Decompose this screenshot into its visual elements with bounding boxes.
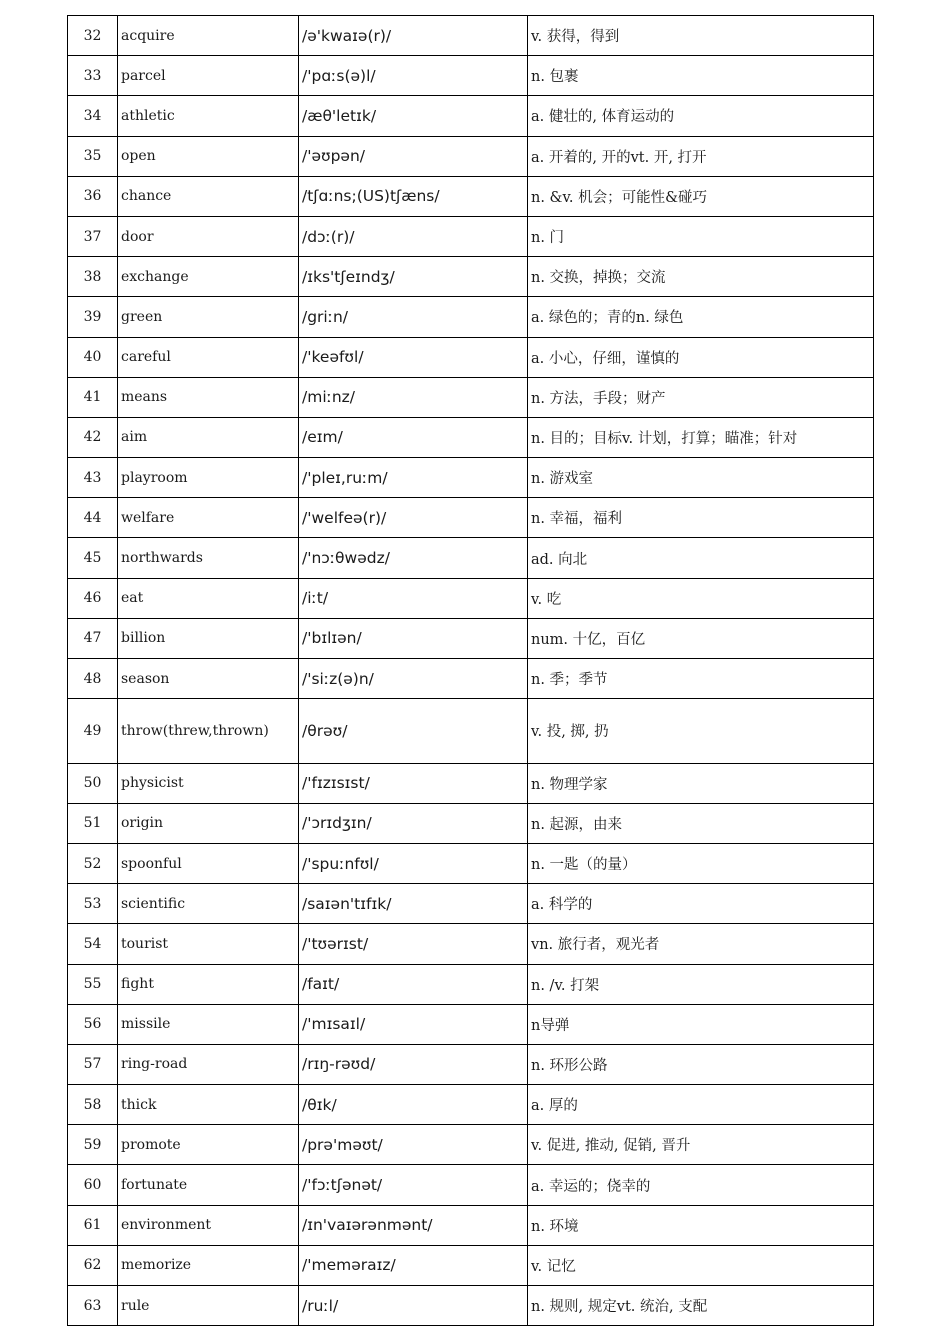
word-cell: acquire	[118, 16, 299, 56]
word-number: 55	[68, 964, 118, 1004]
phonetic-cell: /prə'məʊt/	[299, 1125, 528, 1165]
word-cell: parcel	[118, 56, 299, 96]
word-cell: door	[118, 216, 299, 256]
meaning-cell: n. 门	[528, 216, 874, 256]
vocabulary-table-body	[68, 16, 874, 1326]
meaning-cell: a. 厚的	[528, 1085, 874, 1125]
word-cell: chance	[118, 176, 299, 216]
table-row	[68, 964, 874, 1004]
word-number: 53	[68, 884, 118, 924]
meaning-cell: n. 方法，手段；财产	[528, 377, 874, 417]
word-cell: exchange	[118, 257, 299, 297]
vocabulary-table	[67, 15, 874, 1326]
table-row	[68, 699, 874, 763]
word-cell: physicist	[118, 763, 299, 803]
meaning-cell: n. 起源，由来	[528, 803, 874, 843]
meaning-cell: v. 获得，得到	[528, 16, 874, 56]
meaning-cell: n. &v. 机会；可能性&碰巧	[528, 176, 874, 216]
word-cell: ring-road	[118, 1044, 299, 1084]
meaning-cell: n. 物理学家	[528, 763, 874, 803]
phonetic-cell: /ə'kwaɪə(r)/	[299, 16, 528, 56]
word-number: 61	[68, 1205, 118, 1245]
word-cell: spoonful	[118, 843, 299, 883]
word-number: 38	[68, 257, 118, 297]
word-number: 47	[68, 618, 118, 658]
phonetic-cell: /'fɔːtʃənət/	[299, 1165, 528, 1205]
meaning-cell: n. 交换，掉换；交流	[528, 257, 874, 297]
table-row	[68, 763, 874, 803]
meaning-cell: n. 一匙（的量）	[528, 843, 874, 883]
word-number: 60	[68, 1165, 118, 1205]
word-number: 59	[68, 1125, 118, 1165]
phonetic-cell: /iːt/	[299, 578, 528, 618]
word-cell: throw(threw,thrown)	[118, 699, 299, 763]
meaning-cell: num. 十亿，百亿	[528, 618, 874, 658]
table-row	[68, 1004, 874, 1044]
meaning-cell: a. 绿色的；青的n. 绿色	[528, 297, 874, 337]
phonetic-cell: /'əʊpən/	[299, 136, 528, 176]
word-cell: fight	[118, 964, 299, 1004]
meaning-cell: n. 游戏室	[528, 458, 874, 498]
word-number: 44	[68, 498, 118, 538]
meaning-cell: n导弹	[528, 1004, 874, 1044]
meaning-cell: v. 记忆	[528, 1245, 874, 1285]
meaning-cell: n. 幸福，福利	[528, 498, 874, 538]
phonetic-cell: /miːnz/	[299, 377, 528, 417]
phonetic-cell: /'nɔːθwədz/	[299, 538, 528, 578]
table-row	[68, 1044, 874, 1084]
word-cell: origin	[118, 803, 299, 843]
word-number: 56	[68, 1004, 118, 1044]
meaning-cell: n. 包裹	[528, 56, 874, 96]
word-cell: memorize	[118, 1245, 299, 1285]
word-cell: eat	[118, 578, 299, 618]
word-cell: billion	[118, 618, 299, 658]
phonetic-cell: /ɪks'tʃeɪndʒ/	[299, 257, 528, 297]
word-cell: tourist	[118, 924, 299, 964]
table-row	[68, 538, 874, 578]
phonetic-cell: /faɪt/	[299, 964, 528, 1004]
table-row	[68, 16, 874, 56]
word-number: 35	[68, 136, 118, 176]
meaning-cell: n. 季；季节	[528, 659, 874, 699]
table-row	[68, 136, 874, 176]
phonetic-cell: /'ɔrɪdʒɪn/	[299, 803, 528, 843]
phonetic-cell: /'mɪsaɪl/	[299, 1004, 528, 1044]
meaning-cell: a. 健壮的, 体育运动的	[528, 96, 874, 136]
table-row	[68, 377, 874, 417]
word-number: 42	[68, 417, 118, 457]
word-number: 50	[68, 763, 118, 803]
meaning-cell: v. 促进, 推动, 促销, 晋升	[528, 1125, 874, 1165]
table-row	[68, 417, 874, 457]
word-cell: green	[118, 297, 299, 337]
word-number: 48	[68, 659, 118, 699]
word-number: 46	[68, 578, 118, 618]
phonetic-cell: /'bɪlɪən/	[299, 618, 528, 658]
word-number: 43	[68, 458, 118, 498]
table-row	[68, 257, 874, 297]
table-row	[68, 1245, 874, 1285]
word-cell: environment	[118, 1205, 299, 1245]
table-row	[68, 458, 874, 498]
word-number: 63	[68, 1286, 118, 1326]
phonetic-cell: /dɔː(r)/	[299, 216, 528, 256]
word-cell: welfare	[118, 498, 299, 538]
word-number: 49	[68, 699, 118, 763]
phonetic-cell: /tʃɑːns;(US)tʃæns/	[299, 176, 528, 216]
table-row	[68, 498, 874, 538]
word-number: 39	[68, 297, 118, 337]
word-number: 58	[68, 1085, 118, 1125]
phonetic-cell: /æθ'letɪk/	[299, 96, 528, 136]
phonetic-cell: /ɪn'vaɪərənmənt/	[299, 1205, 528, 1245]
phonetic-cell: /'pleɪ,ruːm/	[299, 458, 528, 498]
word-number: 54	[68, 924, 118, 964]
meaning-cell: vn. 旅行者，观光者	[528, 924, 874, 964]
phonetic-cell: /saɪən'tɪfɪk/	[299, 884, 528, 924]
table-row	[68, 578, 874, 618]
meaning-cell: v. 吃	[528, 578, 874, 618]
table-row	[68, 1286, 874, 1326]
table-row	[68, 297, 874, 337]
meaning-cell: n. 环境	[528, 1205, 874, 1245]
meaning-cell: a. 幸运的；侥幸的	[528, 1165, 874, 1205]
word-cell: open	[118, 136, 299, 176]
table-row	[68, 1125, 874, 1165]
meaning-cell: a. 开着的, 开的vt. 开, 打开	[528, 136, 874, 176]
word-cell: season	[118, 659, 299, 699]
phonetic-cell: /'meməraɪz/	[299, 1245, 528, 1285]
word-cell: rule	[118, 1286, 299, 1326]
table-row	[68, 659, 874, 699]
word-number: 34	[68, 96, 118, 136]
phonetic-cell: /rɪŋ-rəʊd/	[299, 1044, 528, 1084]
word-number: 37	[68, 216, 118, 256]
table-row	[68, 843, 874, 883]
table-row	[68, 1165, 874, 1205]
word-number: 45	[68, 538, 118, 578]
table-row	[68, 924, 874, 964]
table-row	[68, 884, 874, 924]
phonetic-cell: /eɪm/	[299, 417, 528, 457]
phonetic-cell: /θrəʊ/	[299, 699, 528, 763]
meaning-cell: n. /v. 打架	[528, 964, 874, 1004]
word-number: 57	[68, 1044, 118, 1084]
phonetic-cell: /ruːl/	[299, 1286, 528, 1326]
word-number: 36	[68, 176, 118, 216]
word-cell: thick	[118, 1085, 299, 1125]
meaning-cell: a. 科学的	[528, 884, 874, 924]
meaning-cell: n. 环形公路	[528, 1044, 874, 1084]
word-cell: scientific	[118, 884, 299, 924]
word-number: 40	[68, 337, 118, 377]
meaning-cell: v. 投, 掷, 扔	[528, 699, 874, 763]
meaning-cell: a. 小心，仔细，谨慎的	[528, 337, 874, 377]
table-row	[68, 803, 874, 843]
table-row	[68, 96, 874, 136]
table-row	[68, 1085, 874, 1125]
table-row	[68, 56, 874, 96]
phonetic-cell: /'fɪzɪsɪst/	[299, 763, 528, 803]
table-row	[68, 618, 874, 658]
meaning-cell: ad. 向北	[528, 538, 874, 578]
phonetic-cell: /'pɑːs(ə)l/	[299, 56, 528, 96]
word-number: 33	[68, 56, 118, 96]
word-cell: careful	[118, 337, 299, 377]
phonetic-cell: /'keəfʊl/	[299, 337, 528, 377]
word-cell: aim	[118, 417, 299, 457]
word-cell: promote	[118, 1125, 299, 1165]
word-cell: fortunate	[118, 1165, 299, 1205]
word-cell: playroom	[118, 458, 299, 498]
word-number: 32	[68, 16, 118, 56]
word-cell: northwards	[118, 538, 299, 578]
table-row	[68, 337, 874, 377]
meaning-cell: n. 规则, 规定vt. 统治, 支配	[528, 1286, 874, 1326]
word-cell: athletic	[118, 96, 299, 136]
phonetic-cell: /griːn/	[299, 297, 528, 337]
table-row	[68, 176, 874, 216]
phonetic-cell: /'siːz(ə)n/	[299, 659, 528, 699]
word-cell: means	[118, 377, 299, 417]
table-row	[68, 1205, 874, 1245]
table-row	[68, 216, 874, 256]
word-number: 62	[68, 1245, 118, 1285]
word-cell: missile	[118, 1004, 299, 1044]
word-number: 51	[68, 803, 118, 843]
word-number: 41	[68, 377, 118, 417]
word-number: 52	[68, 843, 118, 883]
meaning-cell: n. 目的；目标v. 计划，打算；瞄准；针对	[528, 417, 874, 457]
phonetic-cell: /'tʊərɪst/	[299, 924, 528, 964]
phonetic-cell: /'welfeə(r)/	[299, 498, 528, 538]
phonetic-cell: /θɪk/	[299, 1085, 528, 1125]
phonetic-cell: /'spuːnfʊl/	[299, 843, 528, 883]
